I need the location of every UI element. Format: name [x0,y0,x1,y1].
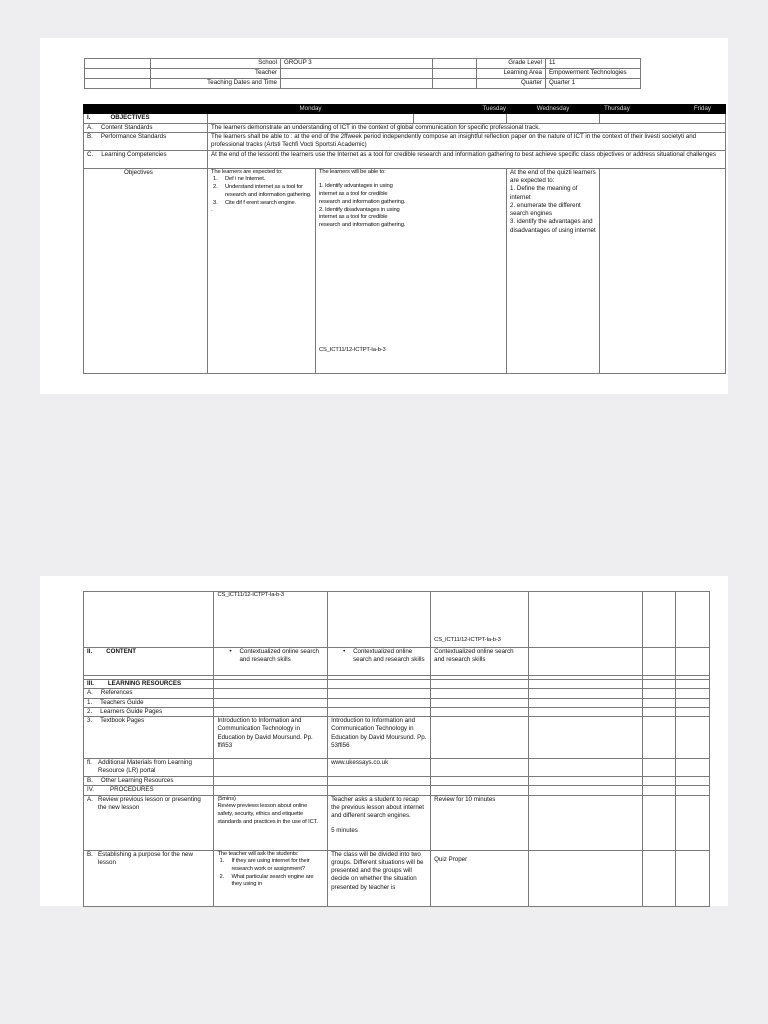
additional-materials-label: fl. Additional Materials from Learning Resource (LR) portal [84,759,214,777]
textbook-tuesday: Introduction to Information and Communication Technology in Education by David Moursund. Pp. 53ffi56 [328,717,431,759]
review-wednesday: Review for 10 minutes [431,795,529,850]
additional-materials-tuesday: www.ukessays.co.uk [328,759,431,777]
content-standards-label: A. Content Standards [84,123,208,132]
teacher-label: Teacher [151,69,281,79]
header-table [84,58,641,89]
monday-objectives: The learners are expected to: 1. Def i ne Internet. 2. Understand internet as a tool for research and information gathering. 3. Cite dif f erent search engine. . [208,168,316,373]
monday-competency-code: CS_ICT11/12-ICTPT-Ia-b-3 [214,592,328,648]
other-resources-label: B. Other Learning Resources [84,777,214,786]
teacher-value [281,69,433,79]
list-item: 2. What particular search engine are they using in [219,873,314,888]
list-item: 1. Def i ne Internet. [213,176,266,183]
grade-level-value: 11 [546,59,641,69]
purpose-wednesday: Quiz Proper [431,850,529,906]
learning-competencies-label: C. Learning Competencies [84,150,208,168]
school-label: School [151,59,281,69]
purpose-monday: The teacher will ask the students: 1. If they are using internet for their research work or assignment? 2. What particular search engine are they using in [214,850,328,906]
day-monday: Monday [208,105,414,114]
learning-area-label: Learning Area [477,69,546,79]
content-procedures-table [83,591,710,907]
tuesday-competency-code: CS_ICT11/12-ICTPT-Ia-b-3 [319,346,386,353]
list-item: 1. If they are using internet for their research work or assignment? [219,858,310,872]
teachers-guide-label: 1. Teachers Guide [84,698,214,707]
learning-competencies-text: At the end of the lessonti the learners use the Internet as a tool for credible research and information gathering to best achieve specific class objectives or address situational challenges [208,150,726,168]
review-lesson-label: A. Review previous lesson or presenting the new lesson [84,795,214,850]
day-tuesday: Tuesday [414,105,507,114]
performance-standards-text: The learners shall be able to : at the end of the 2ffweek period independently compose an insightful reflection paper on the nature of ICT in the context of their livesti societyti and professional tracks (Artsti Techfi Vocti Sportsti Academic) [208,132,726,150]
quarter-label: Quarter [477,79,546,89]
review-tuesday: Teacher asks a student to recap the previous lesson about internet and different search engines. 5 minutes [328,795,431,850]
list-item: 3. Cite dif f erent search engine. [213,199,297,206]
references-label: A. References [84,689,214,698]
procedures-heading: IV. PROCEDURES [84,786,214,795]
performance-standards-label: B. Performance Standards [84,132,208,150]
day-wednesday: Wednesday [507,105,600,114]
learners-guide-label: 2. Learners Guide Pages [84,707,214,716]
purpose-tuesday: The class will be divided into two groups. Different situations will be presented and the groups will decide on whether the situation presented by teacher is [328,850,431,906]
teaching-dates-value [281,79,433,89]
learning-resources-heading: III. LEARNING RESOURCES [84,680,214,689]
purpose-questions-list [217,858,324,889]
learning-area-value: Empowerment Technologies [546,69,641,79]
content-wednesday: Contextualized online search and research skills [431,648,529,676]
lesson-plan-page-1 [40,38,728,394]
content-monday: • Contextualized online search and research skills [214,648,328,676]
teaching-dates-label: Teaching Dates and Time [151,79,281,89]
review-monday: (5mins) Review previews lesson about online safety, security, ethics and etiquette standards and practices in the use of ICT. [214,795,328,850]
wednesday-objectives: At the end of the quizti learners are expected to: 1. Define the meaning of internet 2. enumerate the different search engines 3. identify the advantages and disadvantages of using internet [507,168,600,373]
textbook-monday: Introduction to Information and Communication Technology in Education by David Moursund. Pp. ffifi53 [214,717,328,759]
day-thursday: Thursday [604,105,630,112]
purpose-label: B. Establishing a purpose for the new lesson [84,850,214,906]
objectives-table [83,104,726,374]
objectives-heading: I. OBJECTIVES [84,114,208,123]
wednesday-competency-code: CS_ICT11/12-ICTPT-Ia-b-3 [431,592,529,648]
lesson-plan-page-2 [40,576,728,906]
school-value: GROUP 3 [281,59,433,69]
quarter-value: Quarter 1 [546,79,641,89]
thursday-friday-objectives [600,168,726,373]
textbook-pages-label: 3. Textbook Pages [84,717,214,759]
monday-objectives-list [211,176,312,207]
days-header-row [84,105,726,114]
objectives-label: Objectives [84,168,208,373]
content-tuesday: • Contextualized online search and research skills [328,648,431,676]
content-standards-text: The learners demonstrate an understanding of ICT in the context of global communication for specific professional track. [208,123,726,132]
day-friday: Friday [693,105,712,112]
grade-level-label: Grade Level [477,59,546,69]
list-item: 2. Understand internet as a tool for research and information gathering. [213,184,312,198]
content-heading: II. CONTENT [84,648,214,676]
tuesday-objectives: The learners will be able to: 1. Identify advantages in using internet as a tool for credible research and information gathering. 2. Identify disadvantages in using internet as a tool for credible research and information gathering. CS_ICT11/12-ICTPT-Ia-b-3 [316,168,507,373]
